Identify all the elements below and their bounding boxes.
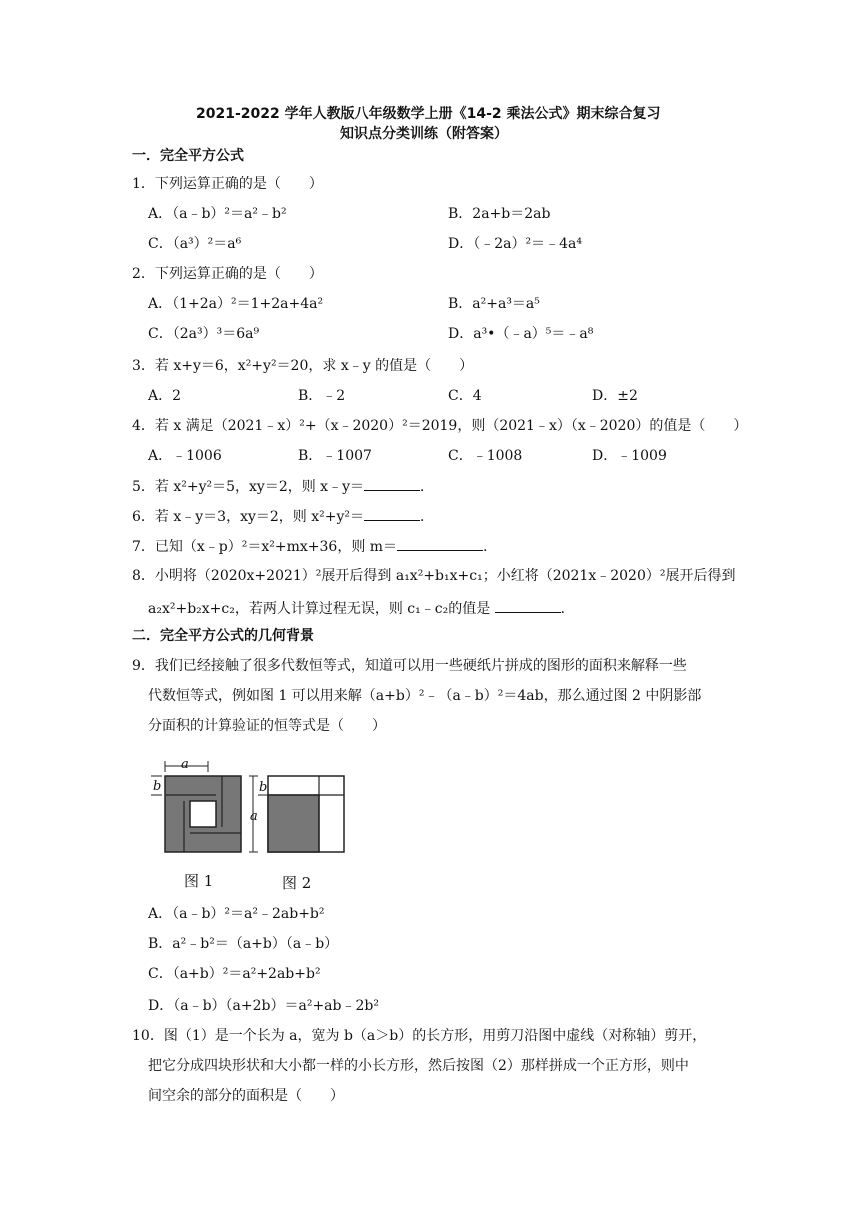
q7-text: 7．已知（x﹣p）²＝x²+mx+36，则 m＝ — [132, 539, 398, 555]
question-8-cont: a₂x²+b₂x+c₂，若两人计算过程无误，则 c₁﹣c₂的值是 ． — [148, 598, 575, 619]
fig2-label-a: a — [250, 809, 258, 824]
section-1-heading: 一．完全平方公式 — [132, 148, 244, 164]
q6-answer-blank[interactable] — [364, 506, 420, 521]
fig2-label-b: b — [259, 780, 268, 795]
q9-option-d: D．（a﹣b）（a+2b）＝a²+ab﹣2b² — [148, 998, 379, 1014]
q4-option-a: A．﹣1006 — [148, 448, 222, 464]
q9-option-b: B．a²﹣b²＝（a+b）（a﹣b） — [148, 936, 339, 952]
section-2-heading: 二．完全平方公式的几何背景 — [132, 628, 314, 644]
q2-option-a: A．（1+2a）²＝1+2a+4a² — [148, 296, 324, 312]
q3-option-c: C．4 — [448, 388, 482, 404]
figure-2 — [248, 758, 358, 858]
q7-answer-blank[interactable] — [397, 536, 483, 551]
q3-option-a: A．2 — [148, 388, 182, 404]
question-2: 2．下列运算正确的是（ ） — [132, 266, 323, 282]
question-10-cont-1: 把它分成四块形状和大小都一样的小长方形，然后按图（2）那样拼成一个正方形，则中 — [148, 1058, 689, 1074]
q8-text: a₂x²+b₂x+c₂，若两人计算过程无误，则 c₁﹣c₂的值是 — [148, 601, 495, 617]
q9-option-c: C．（a+b）²＝a²+2ab+b² — [148, 966, 321, 982]
question-8: 8．小明将（2020x+2021）²展开后得到 a₁x²+b₁x+c₁；小红将（2021x﹣2020）²展开后得到 — [132, 568, 736, 584]
question-5: 5．若 x²+y²＝5，xy＝2，则 x﹣y＝ ． — [132, 476, 434, 497]
q4-option-c: C．﹣1008 — [448, 448, 523, 464]
fig1-label-b: b — [153, 779, 162, 794]
q5-answer-blank[interactable] — [364, 476, 420, 491]
fig2-caption: 图 2 — [282, 874, 312, 892]
title-line-1: 2021-2022 学年人教版八年级数学上册《14-2 乘法公式》期末综合复习 — [196, 106, 661, 122]
q2-option-b: B．a²+a³＝a⁵ — [448, 296, 540, 312]
question-9-cont-2: 分面积的计算验证的恒等式是（ ） — [148, 718, 386, 734]
question-1: 1．下列运算正确的是（ ） — [132, 176, 323, 192]
q4-option-d: D．﹣1009 — [592, 448, 667, 464]
q1-option-a: A．（a﹣b）²＝a²﹣b² — [148, 206, 287, 222]
question-10: 10．图（1）是一个长为 a，宽为 b（a＞b）的长方形，用剪刀沿图中虚线（对称轴）剪开， — [132, 1028, 707, 1044]
title-line-2: 知识点分类训练（附答案） — [340, 126, 508, 142]
fig1-inner-square — [190, 801, 216, 827]
q1-option-c: C．（a³）²＝a⁶ — [148, 236, 242, 252]
figure-1 — [148, 758, 248, 858]
q4-option-b: B．﹣1007 — [298, 448, 372, 464]
question-9-cont-1: 代数恒等式，例如图 1 可以用来解（a+b）²﹣（a﹣b）²＝4ab，那么通过图 2 中阴影部 — [148, 688, 702, 704]
q5-text: 5．若 x²+y²＝5，xy＝2，则 x﹣y＝ — [132, 479, 364, 495]
fig2-shaded-rect — [268, 795, 319, 852]
q3-option-b: B．﹣2 — [298, 388, 346, 404]
question-6: 6．若 x﹣y＝3，xy＝2，则 x²+y²＝ ． — [132, 506, 434, 527]
question-3: 3．若 x+y＝6，x²+y²＝20，求 x﹣y 的值是（ ） — [132, 358, 474, 374]
fig1-caption: 图 1 — [184, 872, 214, 890]
question-7: 7．已知（x﹣p）²＝x²+mx+36，则 m＝ ． — [132, 536, 497, 557]
q2-option-c: C．（2a³）³＝6a⁹ — [148, 326, 260, 342]
question-4: 4．若 x 满足（2021﹣x）²+（x﹣2020）²＝2019，则（2021﹣x）（x﹣2020）的值是（ ） — [132, 418, 748, 434]
question-9: 9．我们已经接触了很多代数恒等式，知道可以用一些硬纸片拼成的图形的面积来解释一些 — [132, 658, 687, 674]
q6-text: 6．若 x﹣y＝3，xy＝2，则 x²+y²＝ — [132, 509, 364, 525]
fig1-label-a: a — [181, 758, 189, 772]
q8-answer-blank[interactable] — [495, 598, 561, 613]
q1-option-d: D．（﹣2a）²＝﹣4a⁴ — [448, 236, 582, 252]
q1-option-b: B．2a+b＝2ab — [448, 206, 551, 222]
q2-option-d: D．a³•（﹣a）⁵＝﹣a⁸ — [448, 326, 594, 342]
q3-option-d: D．±2 — [592, 388, 638, 404]
question-10-cont-2: 间空余的部分的面积是（ ） — [148, 1088, 344, 1104]
q9-option-a: A．（a﹣b）²＝a²﹣2ab+b² — [148, 906, 325, 922]
